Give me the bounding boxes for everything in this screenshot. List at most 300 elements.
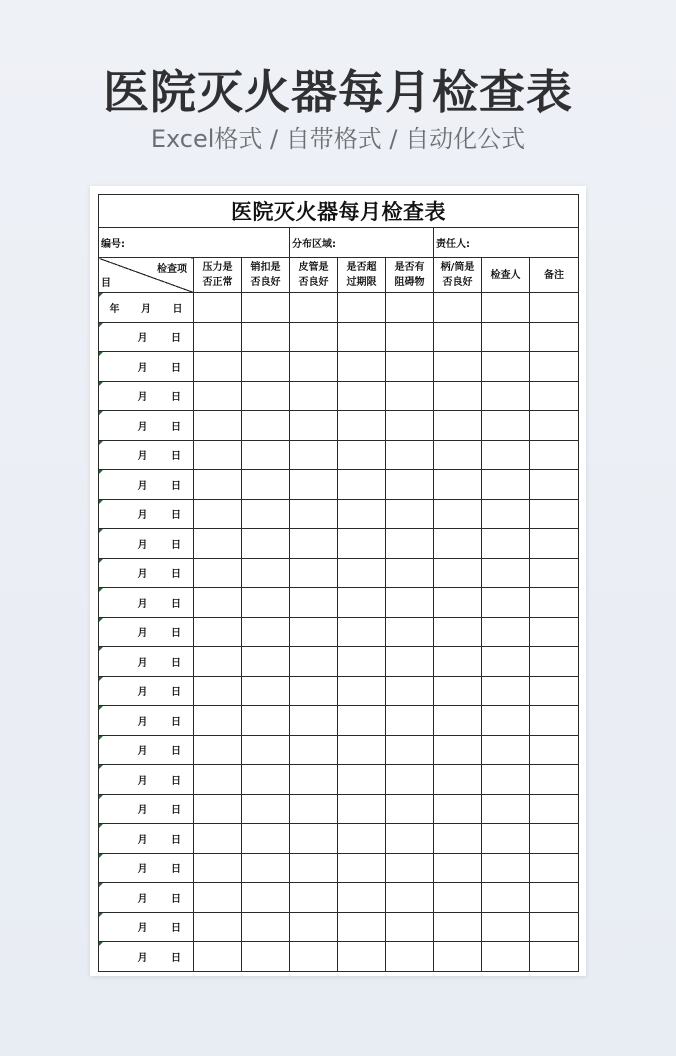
date-cell[interactable] (99, 293, 194, 323)
entry-cell[interactable] (434, 912, 482, 942)
entry-cell[interactable] (290, 647, 338, 677)
cell-comment-marker-icon (99, 441, 103, 445)
entry-cell[interactable] (434, 381, 482, 411)
entry-cell[interactable] (338, 794, 386, 824)
table-row (99, 440, 579, 470)
entry-cell[interactable] (338, 411, 386, 441)
form-title: 医院灭火器每月检查表 (99, 195, 579, 228)
entry-cell[interactable] (194, 588, 242, 618)
page-title: 医院灭火器每月检查表 (103, 65, 573, 119)
entry-cell[interactable] (386, 647, 434, 677)
entry-cell[interactable] (530, 735, 579, 765)
entry-cell[interactable] (482, 352, 530, 382)
entry-cell[interactable] (386, 440, 434, 470)
date-cell[interactable] (99, 647, 194, 677)
column-header-line: 过期限 (346, 277, 377, 288)
entry-cell[interactable] (530, 676, 579, 706)
entry-cell[interactable] (242, 588, 290, 618)
entry-cell[interactable] (338, 735, 386, 765)
entry-cell[interactable] (482, 735, 530, 765)
entry-cell[interactable] (194, 293, 242, 323)
entry-cell[interactable] (338, 499, 386, 529)
table-row (99, 676, 579, 706)
date-cell[interactable] (99, 588, 194, 618)
entry-cell[interactable] (386, 853, 434, 883)
entry-cell[interactable] (290, 411, 338, 441)
entry-cell[interactable] (386, 912, 434, 942)
entry-cell[interactable] (194, 824, 242, 854)
entry-cell[interactable] (386, 381, 434, 411)
table-row (99, 293, 579, 323)
column-header (290, 258, 338, 293)
entry-cell[interactable] (242, 735, 290, 765)
number-field-label: 编号: (99, 228, 290, 258)
entry-cell[interactable] (194, 735, 242, 765)
entry-cell[interactable] (530, 293, 579, 323)
entry-cell[interactable] (482, 676, 530, 706)
entry-cell[interactable] (530, 499, 579, 529)
entry-cell[interactable] (242, 381, 290, 411)
entry-cell[interactable] (194, 499, 242, 529)
entry-cell[interactable] (530, 352, 579, 382)
entry-cell[interactable] (434, 824, 482, 854)
date-cell[interactable] (99, 883, 194, 913)
entry-cell[interactable] (386, 588, 434, 618)
date-label: 月 日 (137, 657, 181, 669)
entry-cell[interactable] (434, 322, 482, 352)
entry-cell[interactable] (434, 676, 482, 706)
entry-cell[interactable] (242, 853, 290, 883)
column-header-line: 皮管是 (298, 262, 329, 273)
entry-cell[interactable] (290, 735, 338, 765)
cell-comment-marker-icon (99, 352, 103, 356)
entry-cell[interactable] (482, 440, 530, 470)
cell-comment-marker-icon (99, 559, 103, 563)
table-row (99, 824, 579, 854)
date-label: 月 日 (137, 421, 181, 433)
date-label: 月 日 (137, 834, 181, 846)
entry-cell[interactable] (338, 942, 386, 972)
diag-header-bottom: 目 (101, 278, 111, 289)
entry-cell[interactable] (194, 912, 242, 942)
column-header-line: 是否超 (346, 262, 377, 273)
diag-header-top: 检查项 (157, 264, 187, 275)
entry-cell[interactable] (530, 322, 579, 352)
cell-comment-marker-icon (99, 824, 103, 828)
entry-cell[interactable] (194, 470, 242, 500)
date-cell[interactable] (99, 706, 194, 736)
entry-cell[interactable] (482, 617, 530, 647)
entry-cell[interactable] (242, 617, 290, 647)
entry-cell[interactable] (242, 824, 290, 854)
entry-cell[interactable] (386, 470, 434, 500)
entry-cell[interactable] (338, 912, 386, 942)
date-label: 月 日 (137, 952, 181, 964)
date-label: 月 日 (137, 480, 181, 492)
date-cell[interactable] (99, 912, 194, 942)
date-cell[interactable] (99, 765, 194, 795)
entry-cell[interactable] (530, 942, 579, 972)
entry-cell[interactable] (434, 647, 482, 677)
date-label: 月 日 (137, 716, 181, 728)
column-header-line: 柄/筒是 (440, 262, 475, 273)
entry-cell[interactable] (242, 883, 290, 913)
entry-cell[interactable] (290, 381, 338, 411)
entry-cell[interactable] (482, 558, 530, 588)
entry-cell[interactable] (338, 293, 386, 323)
date-label: 月 日 (137, 598, 181, 610)
entry-cell[interactable] (530, 647, 579, 677)
entry-cell[interactable] (386, 529, 434, 559)
entry-cell[interactable] (194, 853, 242, 883)
cell-comment-marker-icon (99, 293, 103, 297)
column-header-line: 备注 (544, 269, 564, 281)
entry-cell[interactable] (530, 824, 579, 854)
entry-cell[interactable] (338, 765, 386, 795)
date-cell[interactable] (99, 440, 194, 470)
column-header (434, 258, 482, 293)
entry-cell[interactable] (338, 381, 386, 411)
entry-cell[interactable] (434, 617, 482, 647)
entry-cell[interactable] (194, 529, 242, 559)
date-cell[interactable] (99, 499, 194, 529)
date-cell[interactable] (99, 853, 194, 883)
entry-cell[interactable] (530, 794, 579, 824)
table-row (99, 883, 579, 913)
date-label: 月 日 (137, 893, 181, 905)
column-header (482, 258, 530, 293)
table-row (99, 588, 579, 618)
entry-cell[interactable] (530, 529, 579, 559)
entry-cell[interactable] (482, 853, 530, 883)
cell-comment-marker-icon (99, 323, 103, 327)
date-label: 年 月 日 (109, 303, 183, 315)
table-row (99, 381, 579, 411)
entry-cell[interactable] (290, 499, 338, 529)
entry-cell[interactable] (194, 440, 242, 470)
date-label: 月 日 (137, 362, 181, 374)
entry-cell[interactable] (386, 499, 434, 529)
entry-cell[interactable] (434, 853, 482, 883)
entry-cell[interactable] (338, 440, 386, 470)
entry-cell[interactable] (482, 794, 530, 824)
entry-cell[interactable] (194, 352, 242, 382)
entry-cell[interactable] (434, 440, 482, 470)
column-header-line: 否良好 (442, 277, 473, 288)
date-cell[interactable] (99, 558, 194, 588)
entry-cell[interactable] (386, 942, 434, 972)
date-cell[interactable] (99, 794, 194, 824)
table-row (99, 470, 579, 500)
cell-comment-marker-icon (99, 382, 103, 386)
entry-cell[interactable] (194, 411, 242, 441)
entry-cell[interactable] (482, 411, 530, 441)
entry-cell[interactable] (434, 588, 482, 618)
entry-cell[interactable] (194, 647, 242, 677)
entry-cell[interactable] (194, 942, 242, 972)
entry-cell[interactable] (386, 824, 434, 854)
entry-cell[interactable] (434, 293, 482, 323)
entry-cell[interactable] (482, 293, 530, 323)
entry-cell[interactable] (482, 381, 530, 411)
cell-comment-marker-icon (99, 942, 103, 946)
cell-comment-marker-icon (99, 470, 103, 474)
column-header (194, 258, 242, 293)
entry-cell[interactable] (290, 470, 338, 500)
entry-cell[interactable] (194, 883, 242, 913)
cell-comment-marker-icon (99, 529, 103, 533)
area-field-label: 分布区域: (290, 228, 434, 258)
date-cell[interactable] (99, 411, 194, 441)
entry-cell[interactable] (530, 617, 579, 647)
entry-cell[interactable] (386, 322, 434, 352)
table-row (99, 499, 579, 529)
entry-cell[interactable] (338, 322, 386, 352)
entry-cell[interactable] (194, 794, 242, 824)
entry-cell[interactable] (434, 470, 482, 500)
entry-cell[interactable] (338, 558, 386, 588)
entry-cell[interactable] (530, 381, 579, 411)
entry-cell[interactable] (434, 735, 482, 765)
entry-cell[interactable] (290, 440, 338, 470)
entry-cell[interactable] (242, 706, 290, 736)
table-row (99, 647, 579, 677)
entry-cell[interactable] (242, 558, 290, 588)
entry-cell[interactable] (194, 558, 242, 588)
cell-comment-marker-icon (99, 647, 103, 651)
entry-cell[interactable] (290, 588, 338, 618)
entry-cell[interactable] (530, 765, 579, 795)
date-label: 月 日 (137, 628, 181, 640)
entry-cell[interactable] (434, 411, 482, 441)
table-row (99, 912, 579, 942)
date-label: 月 日 (137, 539, 181, 551)
entry-cell[interactable] (482, 942, 530, 972)
entry-cell[interactable] (482, 824, 530, 854)
cell-comment-marker-icon (99, 706, 103, 710)
entry-cell[interactable] (290, 352, 338, 382)
entry-cell[interactable] (290, 912, 338, 942)
entry-cell[interactable] (290, 942, 338, 972)
cell-comment-marker-icon (99, 411, 103, 415)
entry-cell[interactable] (338, 647, 386, 677)
cell-comment-marker-icon (99, 913, 103, 917)
date-label: 月 日 (137, 569, 181, 581)
entry-cell[interactable] (338, 470, 386, 500)
entry-cell[interactable] (482, 588, 530, 618)
table-row (99, 735, 579, 765)
table-row (99, 529, 579, 559)
date-cell[interactable] (99, 942, 194, 972)
page-subtitle: Excel格式 / 自带格式 / 自动化公式 (150, 125, 526, 153)
entry-cell[interactable] (242, 794, 290, 824)
entry-cell[interactable] (386, 706, 434, 736)
table-row (99, 411, 579, 441)
entry-cell[interactable] (434, 794, 482, 824)
column-header-line: 否良好 (250, 277, 281, 288)
entry-cell[interactable] (194, 706, 242, 736)
entry-cell[interactable] (194, 765, 242, 795)
entry-cell[interactable] (290, 824, 338, 854)
spreadsheet-preview (90, 186, 586, 976)
table-row (99, 942, 579, 972)
entry-cell[interactable] (242, 912, 290, 942)
entry-cell[interactable] (338, 853, 386, 883)
column-header-line: 否良好 (298, 277, 329, 288)
date-label: 月 日 (137, 510, 181, 522)
entry-cell[interactable] (338, 529, 386, 559)
entry-cell[interactable] (434, 942, 482, 972)
entry-cell[interactable] (386, 411, 434, 441)
entry-cell[interactable] (290, 853, 338, 883)
entry-cell[interactable] (530, 470, 579, 500)
column-header-line: 检查人 (490, 269, 521, 281)
entry-cell[interactable] (482, 322, 530, 352)
entry-cell[interactable] (434, 499, 482, 529)
entry-cell[interactable] (338, 824, 386, 854)
table-row (99, 853, 579, 883)
entry-cell[interactable] (194, 617, 242, 647)
entry-cell[interactable] (386, 765, 434, 795)
entry-cell[interactable] (242, 440, 290, 470)
date-cell[interactable] (99, 676, 194, 706)
entry-cell[interactable] (386, 883, 434, 913)
owner-field-label: 责任人: (434, 228, 579, 258)
entry-cell[interactable] (338, 706, 386, 736)
table-row (99, 352, 579, 382)
date-label: 月 日 (137, 775, 181, 787)
entry-cell[interactable] (290, 765, 338, 795)
entry-cell[interactable] (530, 853, 579, 883)
entry-cell[interactable] (434, 558, 482, 588)
entry-cell[interactable] (338, 883, 386, 913)
entry-cell[interactable] (338, 588, 386, 618)
entry-cell[interactable] (386, 676, 434, 706)
table-row (99, 322, 579, 352)
entry-cell[interactable] (530, 440, 579, 470)
column-header (530, 258, 579, 293)
entry-cell[interactable] (242, 322, 290, 352)
entry-cell[interactable] (290, 794, 338, 824)
entry-cell[interactable] (290, 706, 338, 736)
entry-cell[interactable] (530, 883, 579, 913)
date-cell[interactable] (99, 824, 194, 854)
column-header (386, 258, 434, 293)
column-header-line: 销扣是 (250, 262, 281, 273)
entry-cell[interactable] (242, 352, 290, 382)
entry-cell[interactable] (290, 293, 338, 323)
column-header (338, 258, 386, 293)
entry-cell[interactable] (530, 912, 579, 942)
date-cell[interactable] (99, 529, 194, 559)
date-cell[interactable] (99, 322, 194, 352)
entry-cell[interactable] (242, 411, 290, 441)
entry-cell[interactable] (434, 883, 482, 913)
date-cell[interactable] (99, 470, 194, 500)
cell-comment-marker-icon (99, 500, 103, 504)
entry-cell[interactable] (290, 558, 338, 588)
entry-cell[interactable] (386, 558, 434, 588)
entry-cell[interactable] (194, 322, 242, 352)
entry-cell[interactable] (242, 293, 290, 323)
cell-comment-marker-icon (99, 854, 103, 858)
date-cell[interactable] (99, 381, 194, 411)
entry-cell[interactable] (338, 617, 386, 647)
entry-cell[interactable] (482, 883, 530, 913)
column-header-line: 是否有 (394, 262, 425, 273)
entry-cell[interactable] (242, 765, 290, 795)
date-cell[interactable] (99, 352, 194, 382)
entry-cell[interactable] (290, 883, 338, 913)
entry-cell[interactable] (290, 529, 338, 559)
entry-cell[interactable] (242, 942, 290, 972)
table-row (99, 617, 579, 647)
entry-cell[interactable] (482, 499, 530, 529)
table-row (99, 558, 579, 588)
entry-cell[interactable] (434, 529, 482, 559)
entry-cell[interactable] (290, 676, 338, 706)
entry-cell[interactable] (194, 676, 242, 706)
date-label: 月 日 (137, 805, 181, 817)
date-label: 月 日 (137, 687, 181, 699)
cell-comment-marker-icon (99, 765, 103, 769)
date-label: 月 日 (137, 333, 181, 345)
entry-cell[interactable] (290, 617, 338, 647)
entry-cell[interactable] (434, 765, 482, 795)
date-label: 月 日 (137, 392, 181, 404)
date-cell[interactable] (99, 735, 194, 765)
entry-cell[interactable] (482, 529, 530, 559)
date-label: 月 日 (137, 923, 181, 935)
entry-cell[interactable] (482, 706, 530, 736)
entry-cell[interactable] (482, 765, 530, 795)
entry-cell[interactable] (386, 735, 434, 765)
entry-cell[interactable] (530, 588, 579, 618)
entry-cell[interactable] (242, 529, 290, 559)
inspection-table (98, 194, 579, 972)
entry-cell[interactable] (386, 352, 434, 382)
cell-comment-marker-icon (99, 588, 103, 592)
entry-cell[interactable] (386, 617, 434, 647)
entry-cell[interactable] (242, 470, 290, 500)
entry-cell[interactable] (482, 470, 530, 500)
date-label: 月 日 (137, 451, 181, 463)
entry-cell[interactable] (530, 706, 579, 736)
entry-cell[interactable] (482, 647, 530, 677)
entry-cell[interactable] (386, 794, 434, 824)
entry-cell[interactable] (290, 322, 338, 352)
entry-cell[interactable] (338, 676, 386, 706)
entry-cell[interactable] (338, 352, 386, 382)
date-cell[interactable] (99, 617, 194, 647)
entry-cell[interactable] (482, 912, 530, 942)
entry-cell[interactable] (434, 352, 482, 382)
column-header-line: 否正常 (202, 277, 233, 288)
entry-cell[interactable] (530, 411, 579, 441)
table-row (99, 765, 579, 795)
cell-comment-marker-icon (99, 736, 103, 740)
entry-cell[interactable] (242, 499, 290, 529)
column-header-line: 阻碍物 (394, 277, 425, 288)
column-header (242, 258, 290, 293)
entry-cell[interactable] (194, 381, 242, 411)
entry-cell[interactable] (434, 706, 482, 736)
entry-cell[interactable] (242, 676, 290, 706)
entry-cell[interactable] (386, 293, 434, 323)
entry-cell[interactable] (242, 647, 290, 677)
entry-cell[interactable] (530, 558, 579, 588)
table-row (99, 706, 579, 736)
